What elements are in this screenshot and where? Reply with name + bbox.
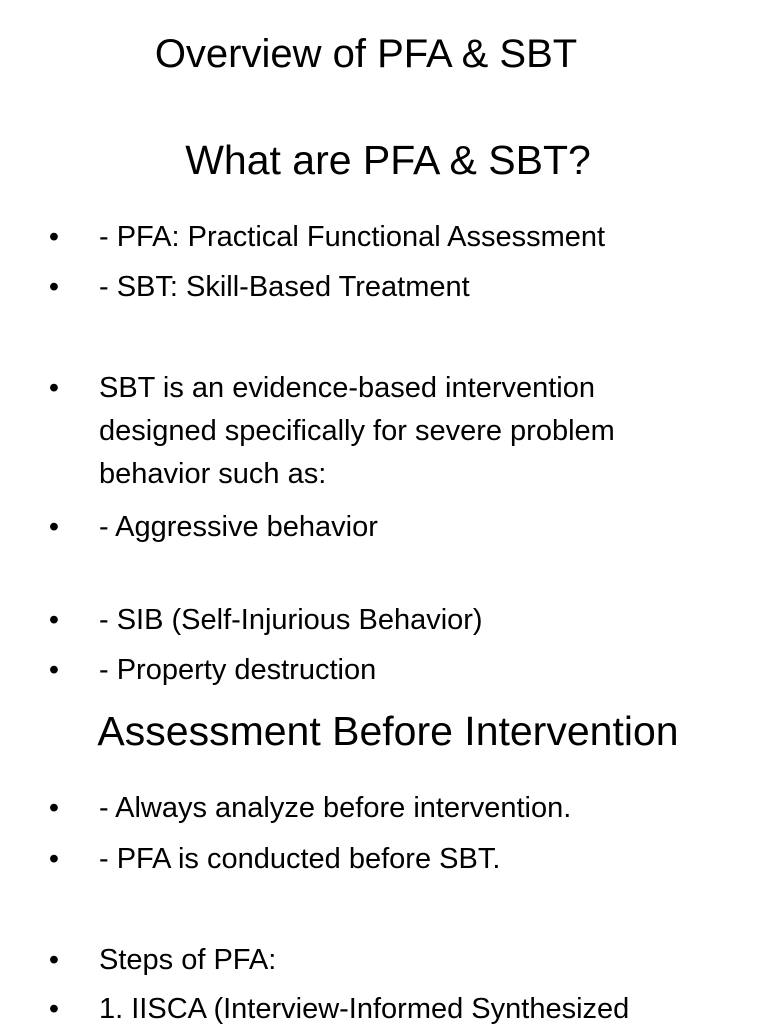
bullet-icon: •	[48, 604, 60, 636]
list-item-text: - SBT: Skill-Based Treatment	[99, 271, 470, 303]
list-item-text: - SIB (Self-Injurious Behavior)	[99, 604, 483, 636]
list-item-text: - PFA: Practical Functional Assessment	[99, 221, 606, 253]
bullet-icon: •	[48, 271, 60, 303]
list-item-text: SBT is an evidence-based intervention designed specifically for severe problem behavior such as:	[99, 372, 615, 490]
list-item-text: - Property destruction	[99, 654, 377, 686]
bullet-icon: •	[48, 944, 60, 976]
bullet-icon: •	[48, 993, 60, 1024]
list-item-text: Steps of PFA:	[99, 944, 277, 976]
list-item-text: - PFA is conducted before SBT.	[99, 843, 501, 875]
bullet-icon: •	[48, 372, 60, 404]
bullet-icon: •	[48, 221, 60, 253]
bullet-icon: •	[48, 843, 60, 875]
section-heading-what-are: What are PFA & SBT?	[185, 137, 591, 183]
bullet-icon: •	[48, 654, 60, 686]
list-item-text: 1. IISCA (Interview-Informed Synthesized	[99, 993, 630, 1024]
document-title: Overview of PFA & SBT	[154, 32, 578, 76]
bullet-icon: •	[48, 792, 60, 824]
list-item-text: - Always analyze before intervention.	[99, 792, 572, 824]
section-heading-assessment: Assessment Before Intervention	[97, 708, 679, 754]
list-item-text: - Aggressive behavior	[99, 511, 378, 543]
bullet-icon: •	[48, 511, 60, 543]
